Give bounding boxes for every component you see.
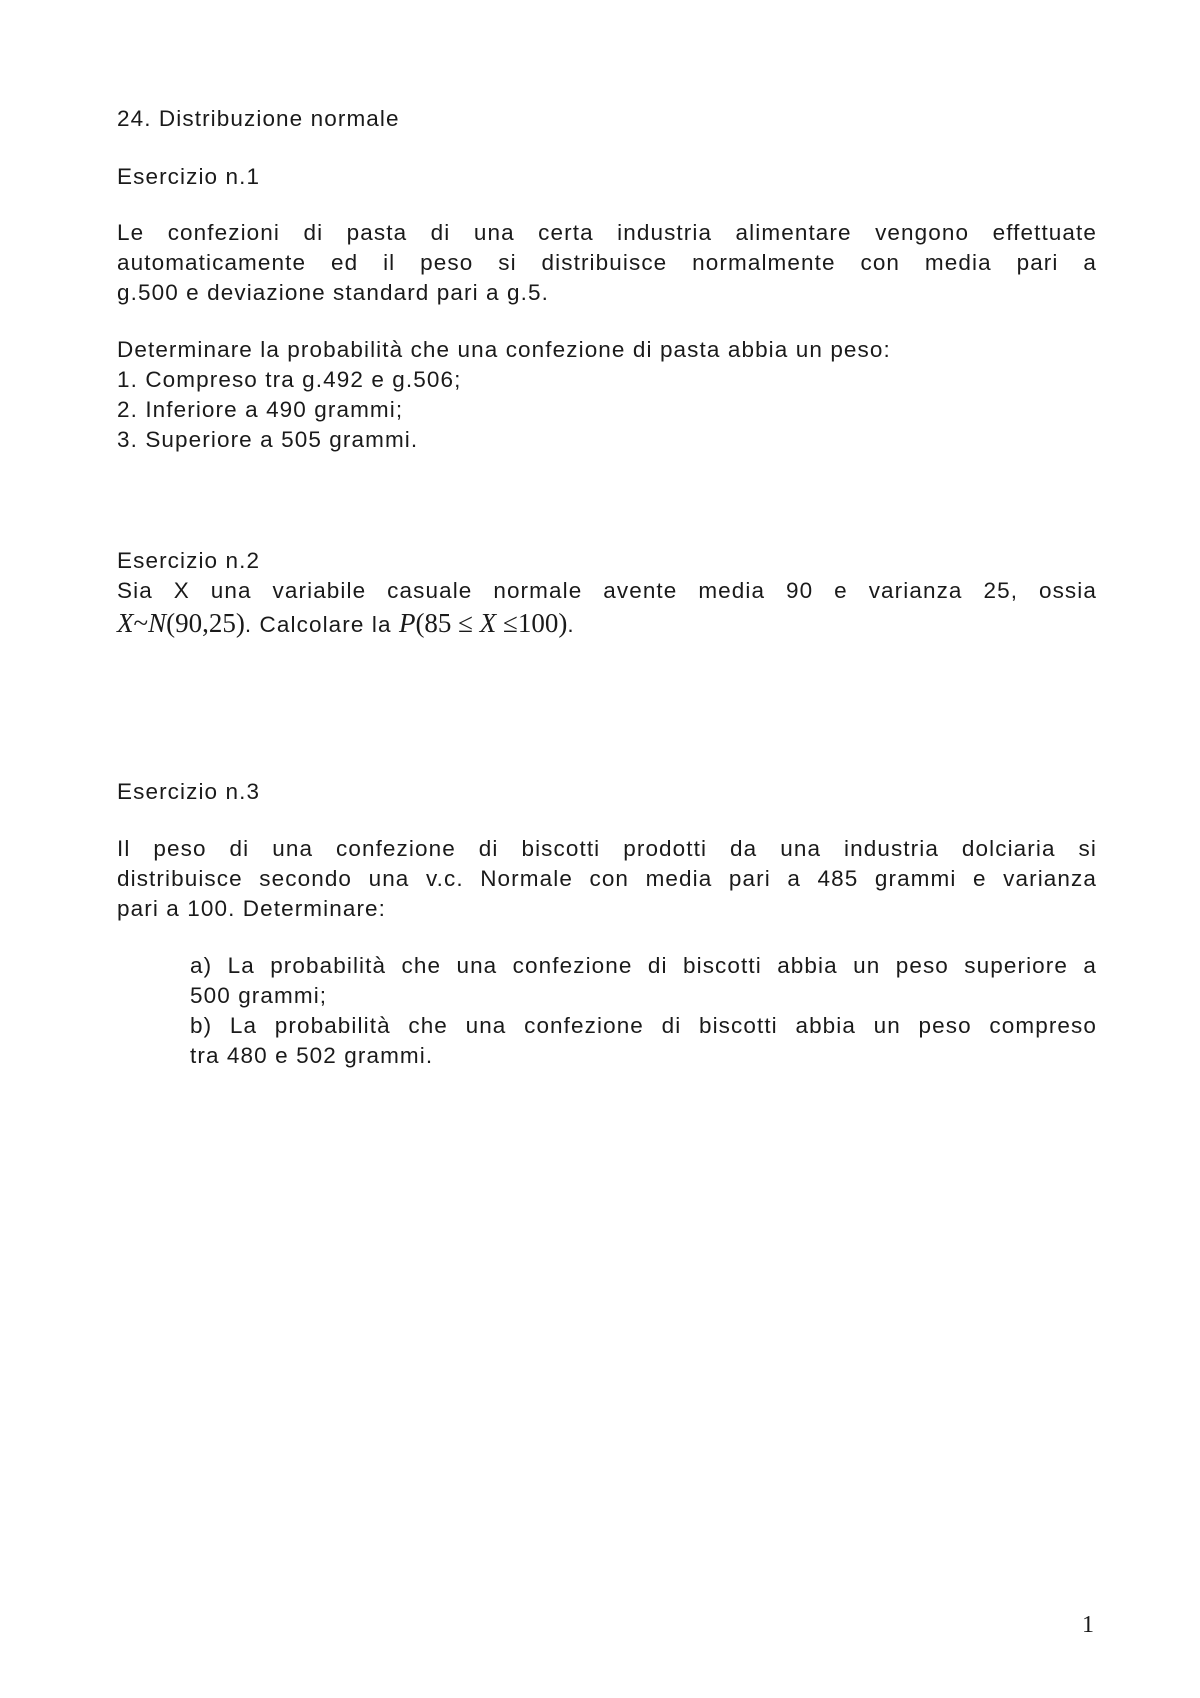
exercise-2-formula-line: X~N(90,25). Calcolare la P(85 ≤ X ≤100). [117,608,575,638]
exercise-2-heading: Esercizio n.2 [117,548,261,573]
exercise-3-item-b: b) La probabilità che una confezione di biscotti abbia un peso compreso [190,1013,1097,1038]
exercise-3-item-a: a) La probabilità che una confezione di biscotti abbia un peso superiore a [190,953,1097,978]
exercise-3-text-line: distribuisce secondo una v.c. Normale con media pari a 485 grammi e varianza [117,866,1097,891]
exercise-1-question: Determinare la probabilità che una confezione di pasta abbia un peso: [117,337,891,362]
exercise-2-text-line: Sia X una variabile casuale normale avente media 90 e varianza 25, ossia [117,578,1097,603]
exercise-1-item: 2. Inferiore a 490 grammi; [117,397,404,422]
exercise-1-item: 3. Superiore a 505 grammi. [117,427,419,452]
probability-formula: P(85 ≤ X ≤100) [398,608,568,638]
exercise-1-text-line: automaticamente ed il peso si distribuisce normalmente con media pari a [117,250,1097,275]
exercise-2-instruction: . Calcolare la [244,612,392,637]
exercise-1-heading: Esercizio n.1 [117,164,261,189]
exercise-1-item: 1. Compreso tra g.492 e g.506; [117,367,462,392]
distribution-formula: X~N(90,25) [117,608,245,638]
exercise-3-heading: Esercizio n.3 [117,779,261,804]
page-number: 1 [1082,1612,1094,1638]
exercise-1-text-line: g.500 e deviazione standard pari a g.5. [117,280,549,305]
page-title: 24. Distribuzione normale [117,106,400,131]
exercise-3-item-a-cont: 500 grammi; [190,983,328,1008]
exercise-1-text-line: Le confezioni di pasta di una certa industria alimentare vengono effettuate [117,220,1097,245]
exercise-3-text-line: pari a 100. Determinare: [117,896,387,921]
exercise-3-item-b-cont: tra 480 e 502 grammi. [190,1043,434,1068]
exercise-3-text-line: Il peso di una confezione di biscotti prodotti da una industria dolciaria si [117,836,1097,861]
